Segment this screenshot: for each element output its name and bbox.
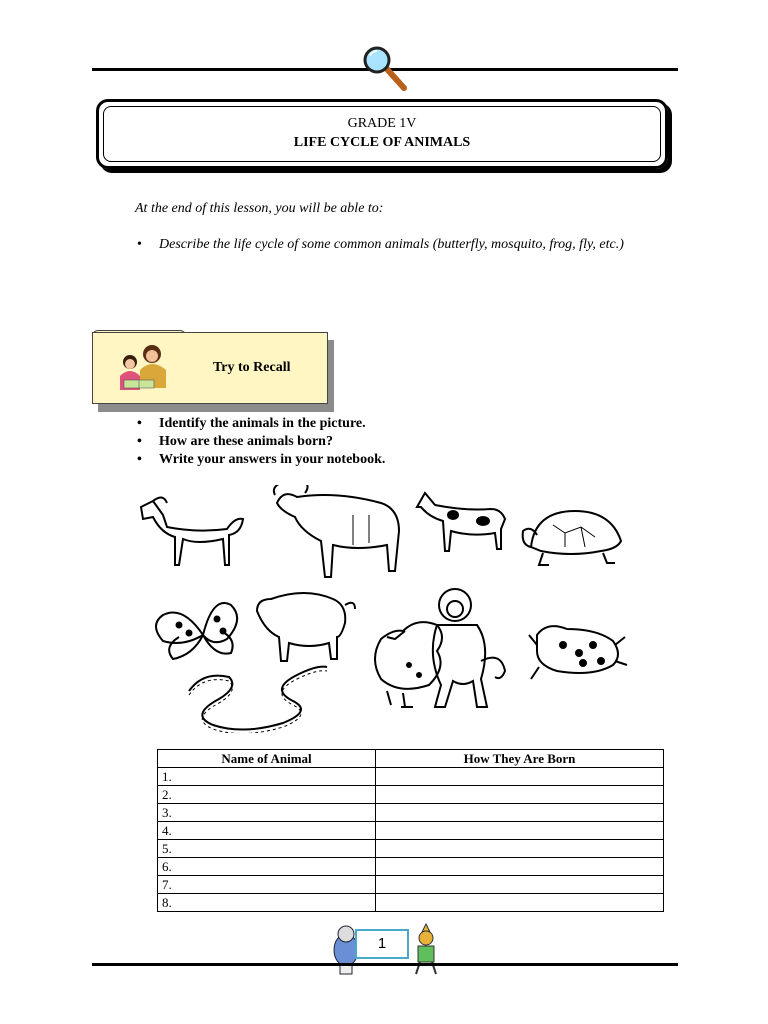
snake-illustration [189,667,327,733]
task-text: Identify the animals in the picture. [159,416,366,431]
column-header-born: How They Are Born [376,750,664,768]
objective-item [135,236,635,254]
reading-children-illustration [108,340,174,396]
bottom-rule [92,963,678,966]
row-number: 1. [158,768,376,786]
table-row [158,894,664,912]
lesson-title: LIFE CYCLE OF ANIMALS [293,135,471,150]
answer-cell [376,858,664,876]
row-number: 2. [158,786,376,804]
grade-label: GRADE 1V [347,116,417,131]
title-banner-inner [103,106,661,162]
row-number: 5. [158,840,376,858]
horse-illustration [141,497,243,565]
objectives-intro: At the end of this lesson, you will be able to: [135,201,384,216]
magnifying-glass-icon [360,44,410,92]
turtle-illustration [523,511,621,565]
table-row [158,822,664,840]
bullet-icon: • [137,434,142,449]
page-number: 1 [355,929,409,959]
table-row [158,786,664,804]
answer-cell [376,768,664,786]
task-item [135,415,385,433]
bullet-icon: • [137,452,142,467]
row-number: 4. [158,822,376,840]
table-row [158,858,664,876]
task-text: How are these animals born? [159,434,333,449]
row-number: 3. [158,804,376,822]
animals-illustration [133,485,633,733]
task-item [135,433,385,451]
tasks-list [135,415,385,469]
table-header-row [158,750,664,768]
answer-cell [376,822,664,840]
monkey-illustration [433,589,505,707]
answer-cell [376,840,664,858]
table-row [158,768,664,786]
row-number: 6. [158,858,376,876]
table-row [158,804,664,822]
answers-table [157,749,664,912]
pig-illustration [257,593,355,661]
bullet-icon: • [137,416,142,431]
column-header-name: Name of Animal [158,750,376,768]
answer-cell [376,876,664,894]
goat-illustration [417,493,505,551]
task-text: Write your answers in your notebook. [159,452,386,467]
row-number: 7. [158,876,376,894]
table-row [158,876,664,894]
row-number: 8. [158,894,376,912]
answer-cell [376,804,664,822]
carabao-illustration [274,485,399,577]
title-banner [96,99,668,169]
chicken-illustration [375,622,442,707]
answer-cell [376,894,664,912]
objectives-list [135,236,635,254]
bullet-icon: • [137,237,142,252]
task-item [135,451,385,469]
answer-cell [376,786,664,804]
recall-label: Try to Recall [213,360,291,375]
frog-illustration [529,626,627,679]
butterfly-illustration [156,603,237,659]
table-row [158,840,664,858]
objective-text: Describe the life cycle of some common animals (butterfly, mosquito, frog, fly, etc.) [159,237,624,252]
